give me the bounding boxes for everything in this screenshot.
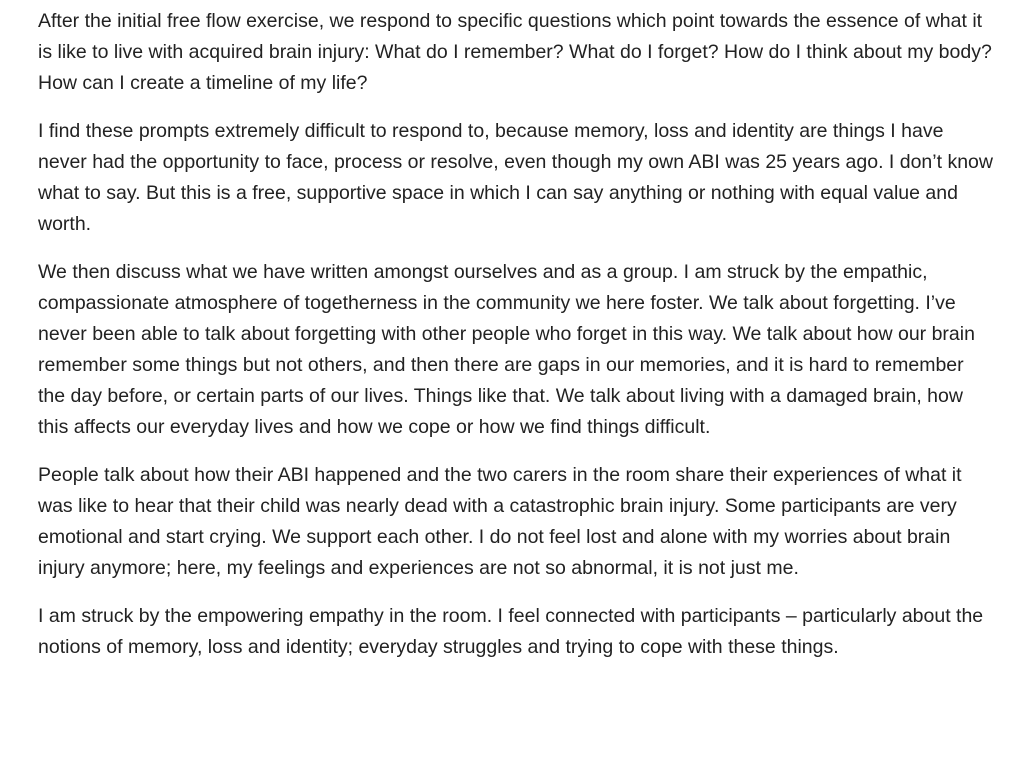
paragraph-empowering-empathy: I am struck by the empowering empathy in the room. I feel connected with participants – particularly about the notions of memory, loss and identity; everyday struggles and trying to cope with these things. <box>38 605 984 658</box>
paragraph-group-discussion: We then discuss what we have written amongst ourselves and as a group. I am struck by the empathic, compassionate atmosphere of togetherness in the community we here foster. We talk about forgetting. I’ve never been able to talk about forgetting with other people who forget in this way. We talk about how our brain remember some things but not others, and then there are gaps in our memories, and it is hard to remember the day before, or certain parts of our lives. Things like that. We talk about living with a damaged brain, how this affects our everyday lives and how we cope or how we find things difficult. <box>38 261 975 438</box>
paragraph-free-flow-exercise: After the initial free flow exercise, we respond to specific questions which point towards the essence of what it is like to live with acquired brain injury: What do I remember? What do I forget? How do I think about my body? How can I create a timeline of my life? <box>38 10 992 94</box>
paragraph-sharing-experiences: People talk about how their ABI happened and the two carers in the room share their experiences of what it was like to hear that their child was nearly dead with a catastrophic brain injury. Some participants are very emotional and start crying. We support each other. I do not feel lost and alone with my worries about brain injury anymore; here, my feelings and experiences are not so abnormal, it is not just me. <box>38 464 962 579</box>
paragraph-difficult-prompts: I find these prompts extremely difficult to respond to, because memory, loss and identity are things I have never had the opportunity to face, process or resolve, even though my own ABI was 25 years ago. I don’t know what to say. But this is a free, supportive space in which I can say anything or nothing with equal value and worth. <box>38 120 993 235</box>
